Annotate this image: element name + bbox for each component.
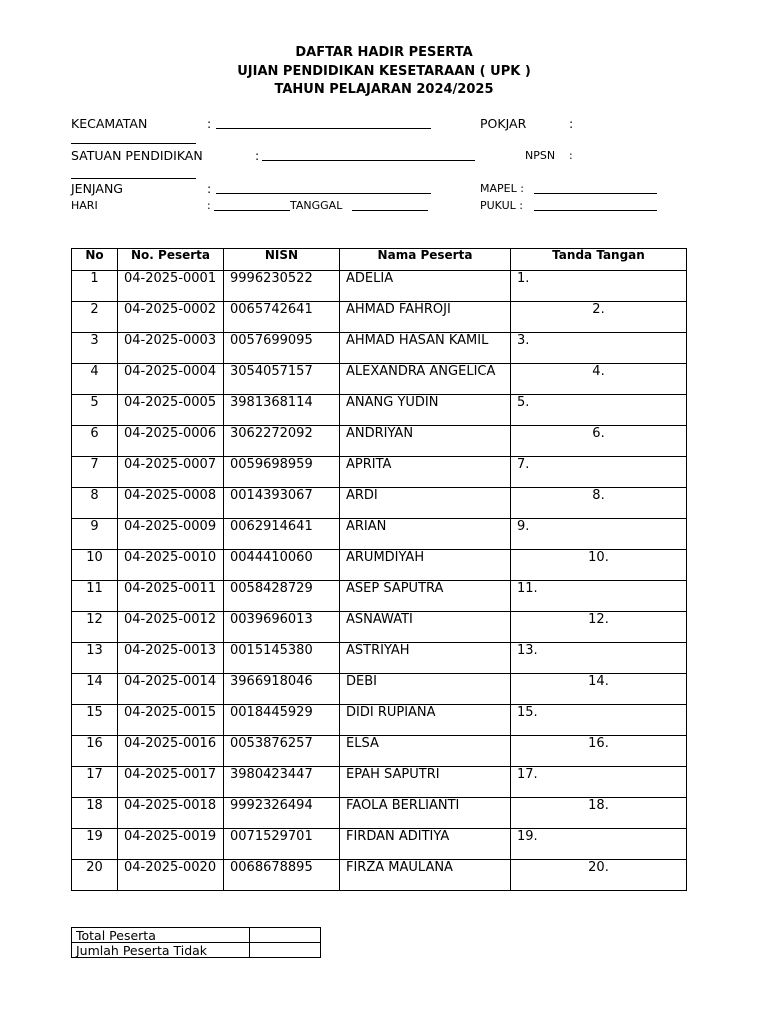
cell-nama-peserta: ARDI — [340, 488, 511, 519]
cell-nisn: 0044410060 — [224, 550, 340, 581]
cell-no-peserta: 04-2025-0020 — [118, 860, 224, 891]
cell-nama-peserta: ANDRIYAN — [340, 426, 511, 457]
cell-no-peserta: 04-2025-0006 — [118, 426, 224, 457]
cell-no-peserta: 04-2025-0019 — [118, 829, 224, 860]
cell-nama-peserta: DIDI RUPIANA — [340, 705, 511, 736]
table-row — [72, 736, 687, 767]
cell-nama-peserta: ARUMDIYAH — [340, 550, 511, 581]
absent-row — [72, 943, 321, 958]
table-row — [72, 426, 687, 457]
cell-nama-peserta: EPAH SAPUTRI — [340, 767, 511, 798]
total-row — [72, 928, 321, 943]
table-row — [72, 860, 687, 891]
cell-no-peserta: 04-2025-0009 — [118, 519, 224, 550]
cell-nisn: 9992326494 — [224, 798, 340, 829]
table-row — [72, 271, 687, 302]
pokjar-colon: : — [569, 116, 574, 131]
table-row — [72, 767, 687, 798]
col-header-tanda-tangan: Tanda Tangan — [511, 249, 687, 271]
cell-tanda-tangan[interactable]: 1. — [511, 271, 687, 302]
cell-no: 15 — [72, 705, 118, 736]
cell-nisn: 0014393067 — [224, 488, 340, 519]
npsn-field[interactable] — [71, 178, 196, 179]
kecamatan-colon: : — [207, 116, 212, 131]
total-peserta-label: Total Peserta — [72, 928, 250, 943]
attendance-table — [71, 248, 687, 891]
cell-no: 6 — [72, 426, 118, 457]
table-row — [72, 705, 687, 736]
cell-no-peserta: 04-2025-0007 — [118, 457, 224, 488]
cell-nama-peserta: ASTRIYAH — [340, 643, 511, 674]
cell-tanda-tangan[interactable]: 13. — [511, 643, 687, 674]
hari-colon: : — [207, 199, 211, 212]
cell-nisn: 3981368114 — [224, 395, 340, 426]
cell-tanda-tangan[interactable]: 3. — [511, 333, 687, 364]
jenjang-label: JENJANG — [71, 181, 123, 196]
cell-nama-peserta: DEBI — [340, 674, 511, 705]
cell-no: 7 — [72, 457, 118, 488]
kecamatan-field[interactable] — [216, 128, 431, 129]
table-row — [72, 364, 687, 395]
total-peserta-value[interactable] — [250, 928, 321, 943]
table-row — [72, 581, 687, 612]
col-header-nisn: NISN — [224, 249, 340, 271]
cell-tanda-tangan[interactable]: 17. — [511, 767, 687, 798]
table-row — [72, 457, 687, 488]
cell-tanda-tangan[interactable]: 2. — [511, 302, 687, 333]
cell-nisn: 0071529701 — [224, 829, 340, 860]
cell-nisn: 0059698959 — [224, 457, 340, 488]
cell-no-peserta: 04-2025-0010 — [118, 550, 224, 581]
kecamatan-label: KECAMATAN — [71, 116, 148, 131]
table-row — [72, 612, 687, 643]
cell-no: 17 — [72, 767, 118, 798]
cell-nama-peserta: ALEXANDRA ANGELICA — [340, 364, 511, 395]
cell-no-peserta: 04-2025-0008 — [118, 488, 224, 519]
cell-tanda-tangan[interactable]: 12. — [511, 612, 687, 643]
table-row — [72, 302, 687, 333]
cell-no-peserta: 04-2025-0015 — [118, 705, 224, 736]
cell-tanda-tangan[interactable]: 18. — [511, 798, 687, 829]
mapel-field[interactable] — [534, 193, 657, 194]
cell-nama-peserta: ASNAWATI — [340, 612, 511, 643]
cell-no: 9 — [72, 519, 118, 550]
npsn-colon: : — [569, 149, 573, 162]
cell-no-peserta: 04-2025-0002 — [118, 302, 224, 333]
cell-no: 20 — [72, 860, 118, 891]
cell-nisn: 3966918046 — [224, 674, 340, 705]
cell-nisn: 0062914641 — [224, 519, 340, 550]
title-line-3: TAHUN PELAJARAN 2024/2025 — [274, 82, 494, 97]
pukul-label: PUKUL : — [480, 199, 523, 212]
cell-nisn: 9996230522 — [224, 271, 340, 302]
cell-no: 2 — [72, 302, 118, 333]
cell-nama-peserta: AHMAD FAHROJI — [340, 302, 511, 333]
jenjang-colon: : — [207, 181, 212, 196]
cell-no: 18 — [72, 798, 118, 829]
cell-nama-peserta: FIRDAN ADITIYA — [340, 829, 511, 860]
satuan-pendidikan-label: SATUAN PENDIDIKAN — [71, 148, 203, 163]
absent-peserta-label: Jumlah Peserta Tidak — [72, 943, 250, 958]
cell-no: 14 — [72, 674, 118, 705]
cell-tanda-tangan[interactable]: 4. — [511, 364, 687, 395]
cell-no: 5 — [72, 395, 118, 426]
cell-nisn: 3980423447 — [224, 767, 340, 798]
cell-nama-peserta: ANANG YUDIN — [340, 395, 511, 426]
table-row — [72, 333, 687, 364]
table-header-row — [72, 249, 687, 271]
cell-nama-peserta: AHMAD HASAN KAMIL — [340, 333, 511, 364]
cell-tanda-tangan[interactable]: 16. — [511, 736, 687, 767]
pokjar-label: POKJAR — [480, 116, 527, 131]
cell-no: 13 — [72, 643, 118, 674]
title-line-1: DAFTAR HADIR PESERTA — [295, 45, 473, 60]
cell-tanda-tangan[interactable]: 8. — [511, 488, 687, 519]
jenjang-field[interactable] — [216, 193, 431, 194]
cell-nisn: 3062272092 — [224, 426, 340, 457]
cell-nisn: 0018445929 — [224, 705, 340, 736]
satuan-pendidikan-field[interactable] — [262, 160, 475, 161]
hari-label: HARI — [71, 199, 98, 212]
totals-table — [71, 927, 321, 958]
cell-no: 10 — [72, 550, 118, 581]
cell-no-peserta: 04-2025-0017 — [118, 767, 224, 798]
cell-no-peserta: 04-2025-0016 — [118, 736, 224, 767]
cell-no-peserta: 04-2025-0001 — [118, 271, 224, 302]
table-row — [72, 488, 687, 519]
cell-no: 4 — [72, 364, 118, 395]
cell-nama-peserta: ELSA — [340, 736, 511, 767]
cell-no-peserta: 04-2025-0003 — [118, 333, 224, 364]
cell-tanda-tangan[interactable]: 20. — [511, 860, 687, 891]
cell-nisn: 0039696013 — [224, 612, 340, 643]
cell-nisn: 0068678895 — [224, 860, 340, 891]
cell-tanda-tangan[interactable]: 5. — [511, 395, 687, 426]
cell-nama-peserta: ADELIA — [340, 271, 511, 302]
cell-nama-peserta: FIRZA MAULANA — [340, 860, 511, 891]
cell-no: 12 — [72, 612, 118, 643]
cell-no-peserta: 04-2025-0018 — [118, 798, 224, 829]
pukul-field[interactable] — [534, 210, 657, 211]
cell-nisn: 0065742641 — [224, 302, 340, 333]
table-row — [72, 674, 687, 705]
cell-nisn: 0058428729 — [224, 581, 340, 612]
col-header-no: No — [72, 249, 118, 271]
cell-tanda-tangan[interactable]: 10. — [511, 550, 687, 581]
cell-nama-peserta: ASEP SAPUTRA — [340, 581, 511, 612]
cell-nisn: 0057699095 — [224, 333, 340, 364]
table-row — [72, 550, 687, 581]
cell-nisn: 0015145380 — [224, 643, 340, 674]
cell-nama-peserta: ARIAN — [340, 519, 511, 550]
mapel-label: MAPEL : — [480, 182, 524, 195]
cell-nisn: 3054057157 — [224, 364, 340, 395]
cell-no-peserta: 04-2025-0012 — [118, 612, 224, 643]
cell-tanda-tangan[interactable]: 7. — [511, 457, 687, 488]
cell-no: 11 — [72, 581, 118, 612]
table-row — [72, 643, 687, 674]
cell-no: 16 — [72, 736, 118, 767]
cell-tanda-tangan[interactable]: 19. — [511, 829, 687, 860]
cell-no: 8 — [72, 488, 118, 519]
title-line-2: UJIAN PENDIDIKAN KESETARAAN ( UPK ) — [237, 64, 531, 79]
cell-tanda-tangan[interactable]: 6. — [511, 426, 687, 457]
cell-tanda-tangan[interactable]: 9. — [511, 519, 687, 550]
tanggal-field[interactable] — [352, 210, 428, 211]
pokjar-field[interactable] — [71, 143, 196, 144]
absent-peserta-value[interactable] — [250, 943, 321, 958]
col-header-no-peserta: No. Peserta — [118, 249, 224, 271]
npsn-label: NPSN — [525, 149, 556, 162]
table-row — [72, 395, 687, 426]
cell-tanda-tangan[interactable]: 14. — [511, 674, 687, 705]
table-row — [72, 829, 687, 860]
col-header-nama-peserta: Nama Peserta — [340, 249, 511, 271]
cell-nama-peserta: FAOLA BERLIANTI — [340, 798, 511, 829]
cell-no-peserta: 04-2025-0013 — [118, 643, 224, 674]
cell-no-peserta: 04-2025-0004 — [118, 364, 224, 395]
cell-no-peserta: 04-2025-0005 — [118, 395, 224, 426]
cell-tanda-tangan[interactable]: 11. — [511, 581, 687, 612]
satuan-colon: : — [255, 148, 260, 163]
table-row — [72, 798, 687, 829]
cell-no: 3 — [72, 333, 118, 364]
tanggal-label: TANGGAL — [290, 199, 343, 212]
cell-no: 19 — [72, 829, 118, 860]
cell-no-peserta: 04-2025-0014 — [118, 674, 224, 705]
cell-no: 1 — [72, 271, 118, 302]
cell-no-peserta: 04-2025-0011 — [118, 581, 224, 612]
cell-nisn: 0053876257 — [224, 736, 340, 767]
cell-tanda-tangan[interactable]: 15. — [511, 705, 687, 736]
cell-nama-peserta: APRITA — [340, 457, 511, 488]
table-row — [72, 519, 687, 550]
hari-field[interactable] — [214, 210, 290, 211]
